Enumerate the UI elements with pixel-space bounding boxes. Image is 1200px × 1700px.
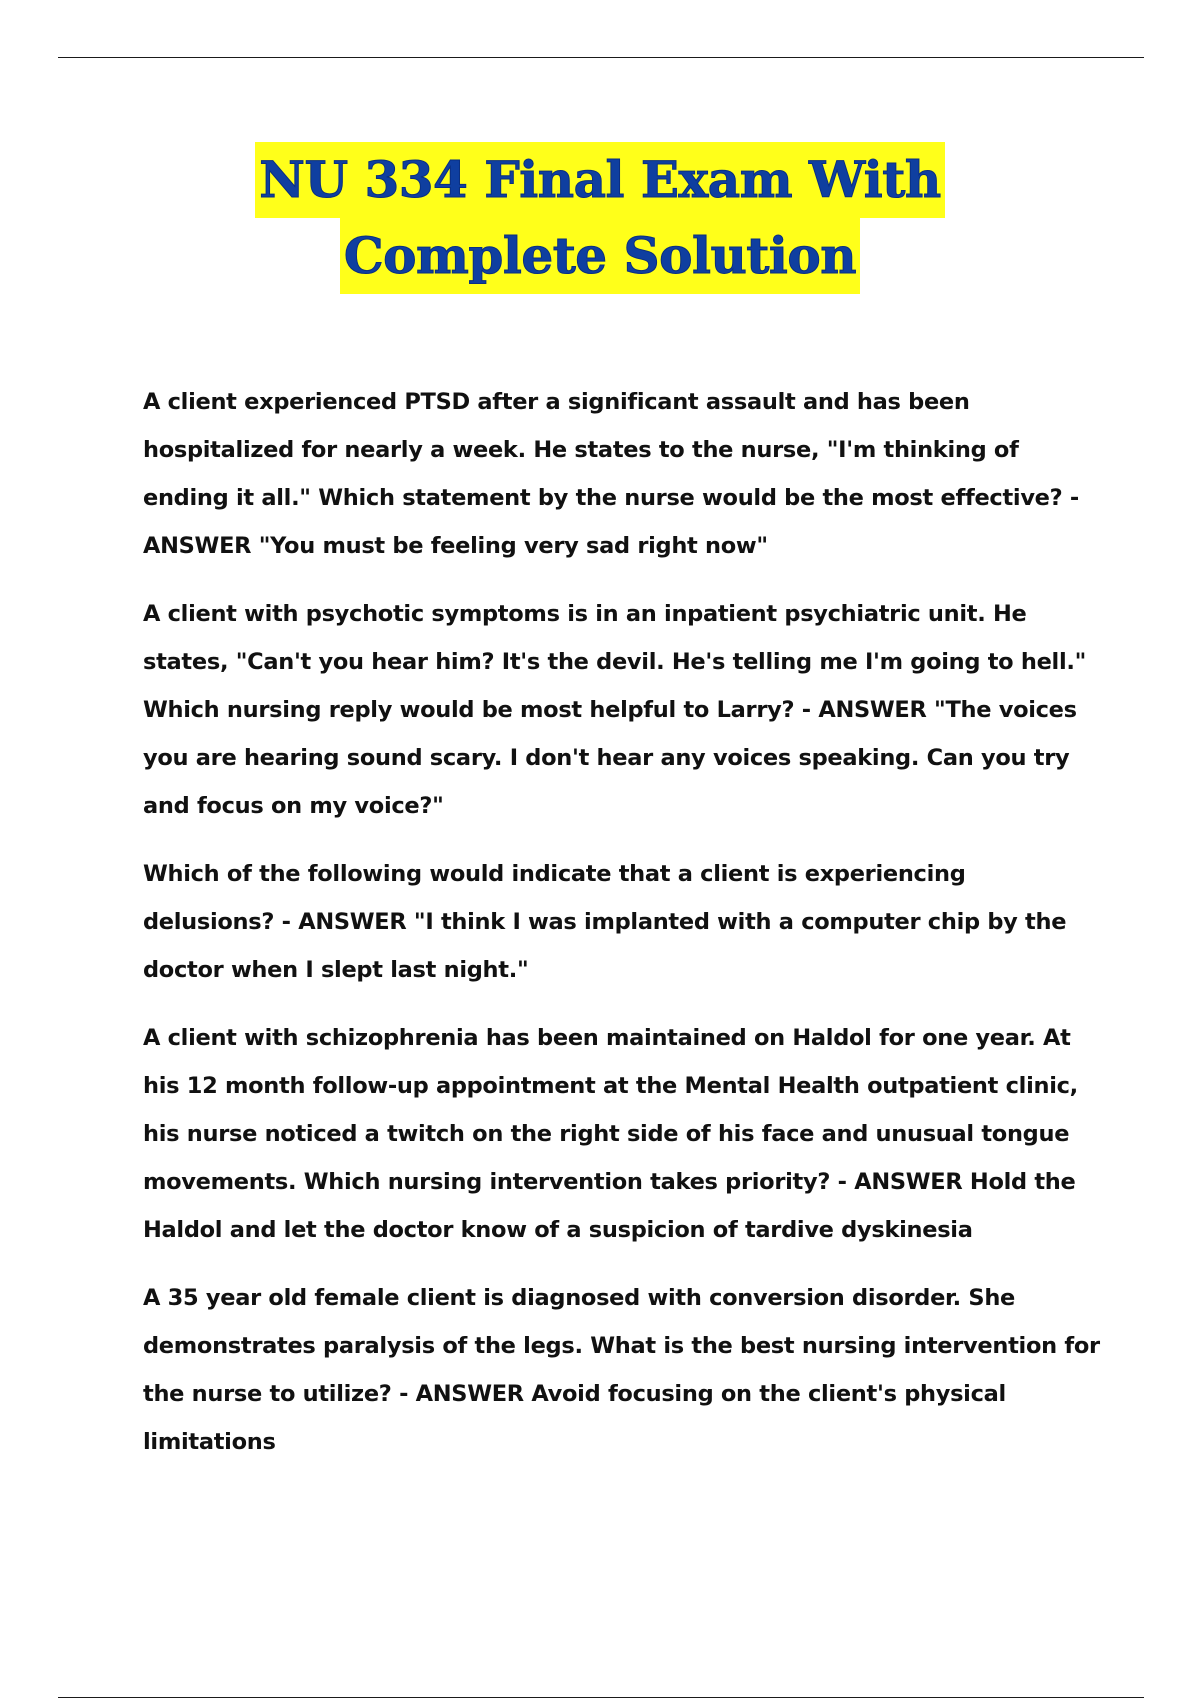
qa-entry-1: A client experienced PTSD after a significant assault and has been hospitalized for nearly a week. He states to the nurse, "I'm thinking of ending it all." Which statement by the nurse would be the most effective? - ANSWER "You must be feeling very sad right now" — [143, 389, 1079, 559]
document-title — [0, 142, 1200, 294]
top-rule — [58, 57, 1144, 58]
qa-list — [143, 378, 1103, 1486]
qa-entry-4: A client with schizophrenia has been maintained on Haldol for one year. At his 12 month follow-up appointment at the Mental Health outpatient clinic, his nurse noticed a twitch on the right side of his face and unusual tongue movements. Which nursing intervention takes priority? - ANSWER Hold the Haldol and let the doctor know of a suspicion of tardive dyskinesia — [143, 1025, 1078, 1243]
qa-entry-2: A client with psychotic symptoms is in an inpatient psychiatric unit. He states, "Can't you hear him? It's the devil. He's telling me I'm going to hell." Which nursing reply would be most helpful to Larry? - ANSWER "The voices you are hearing sound scary. I don't hear any voices speaking. Can you try and focus on my voice?" — [143, 601, 1087, 819]
bottom-rule — [58, 1697, 1144, 1698]
title-line-1: NU 334 Final Exam With — [255, 142, 944, 218]
title-line-2: Complete Solution — [340, 218, 860, 294]
qa-entry-3: Which of the following would indicate that a client is experiencing delusions? - ANSWER "I think I was implanted with a computer chip by the doctor when I slept last night." — [143, 861, 1067, 983]
qa-entry-5: A 35 year old female client is diagnosed with conversion disorder. She demonstrates paralysis of the legs. What is the best nursing intervention for the nurse to utilize? - ANSWER Avoid focusing on the client's physical limitations — [143, 1285, 1100, 1455]
